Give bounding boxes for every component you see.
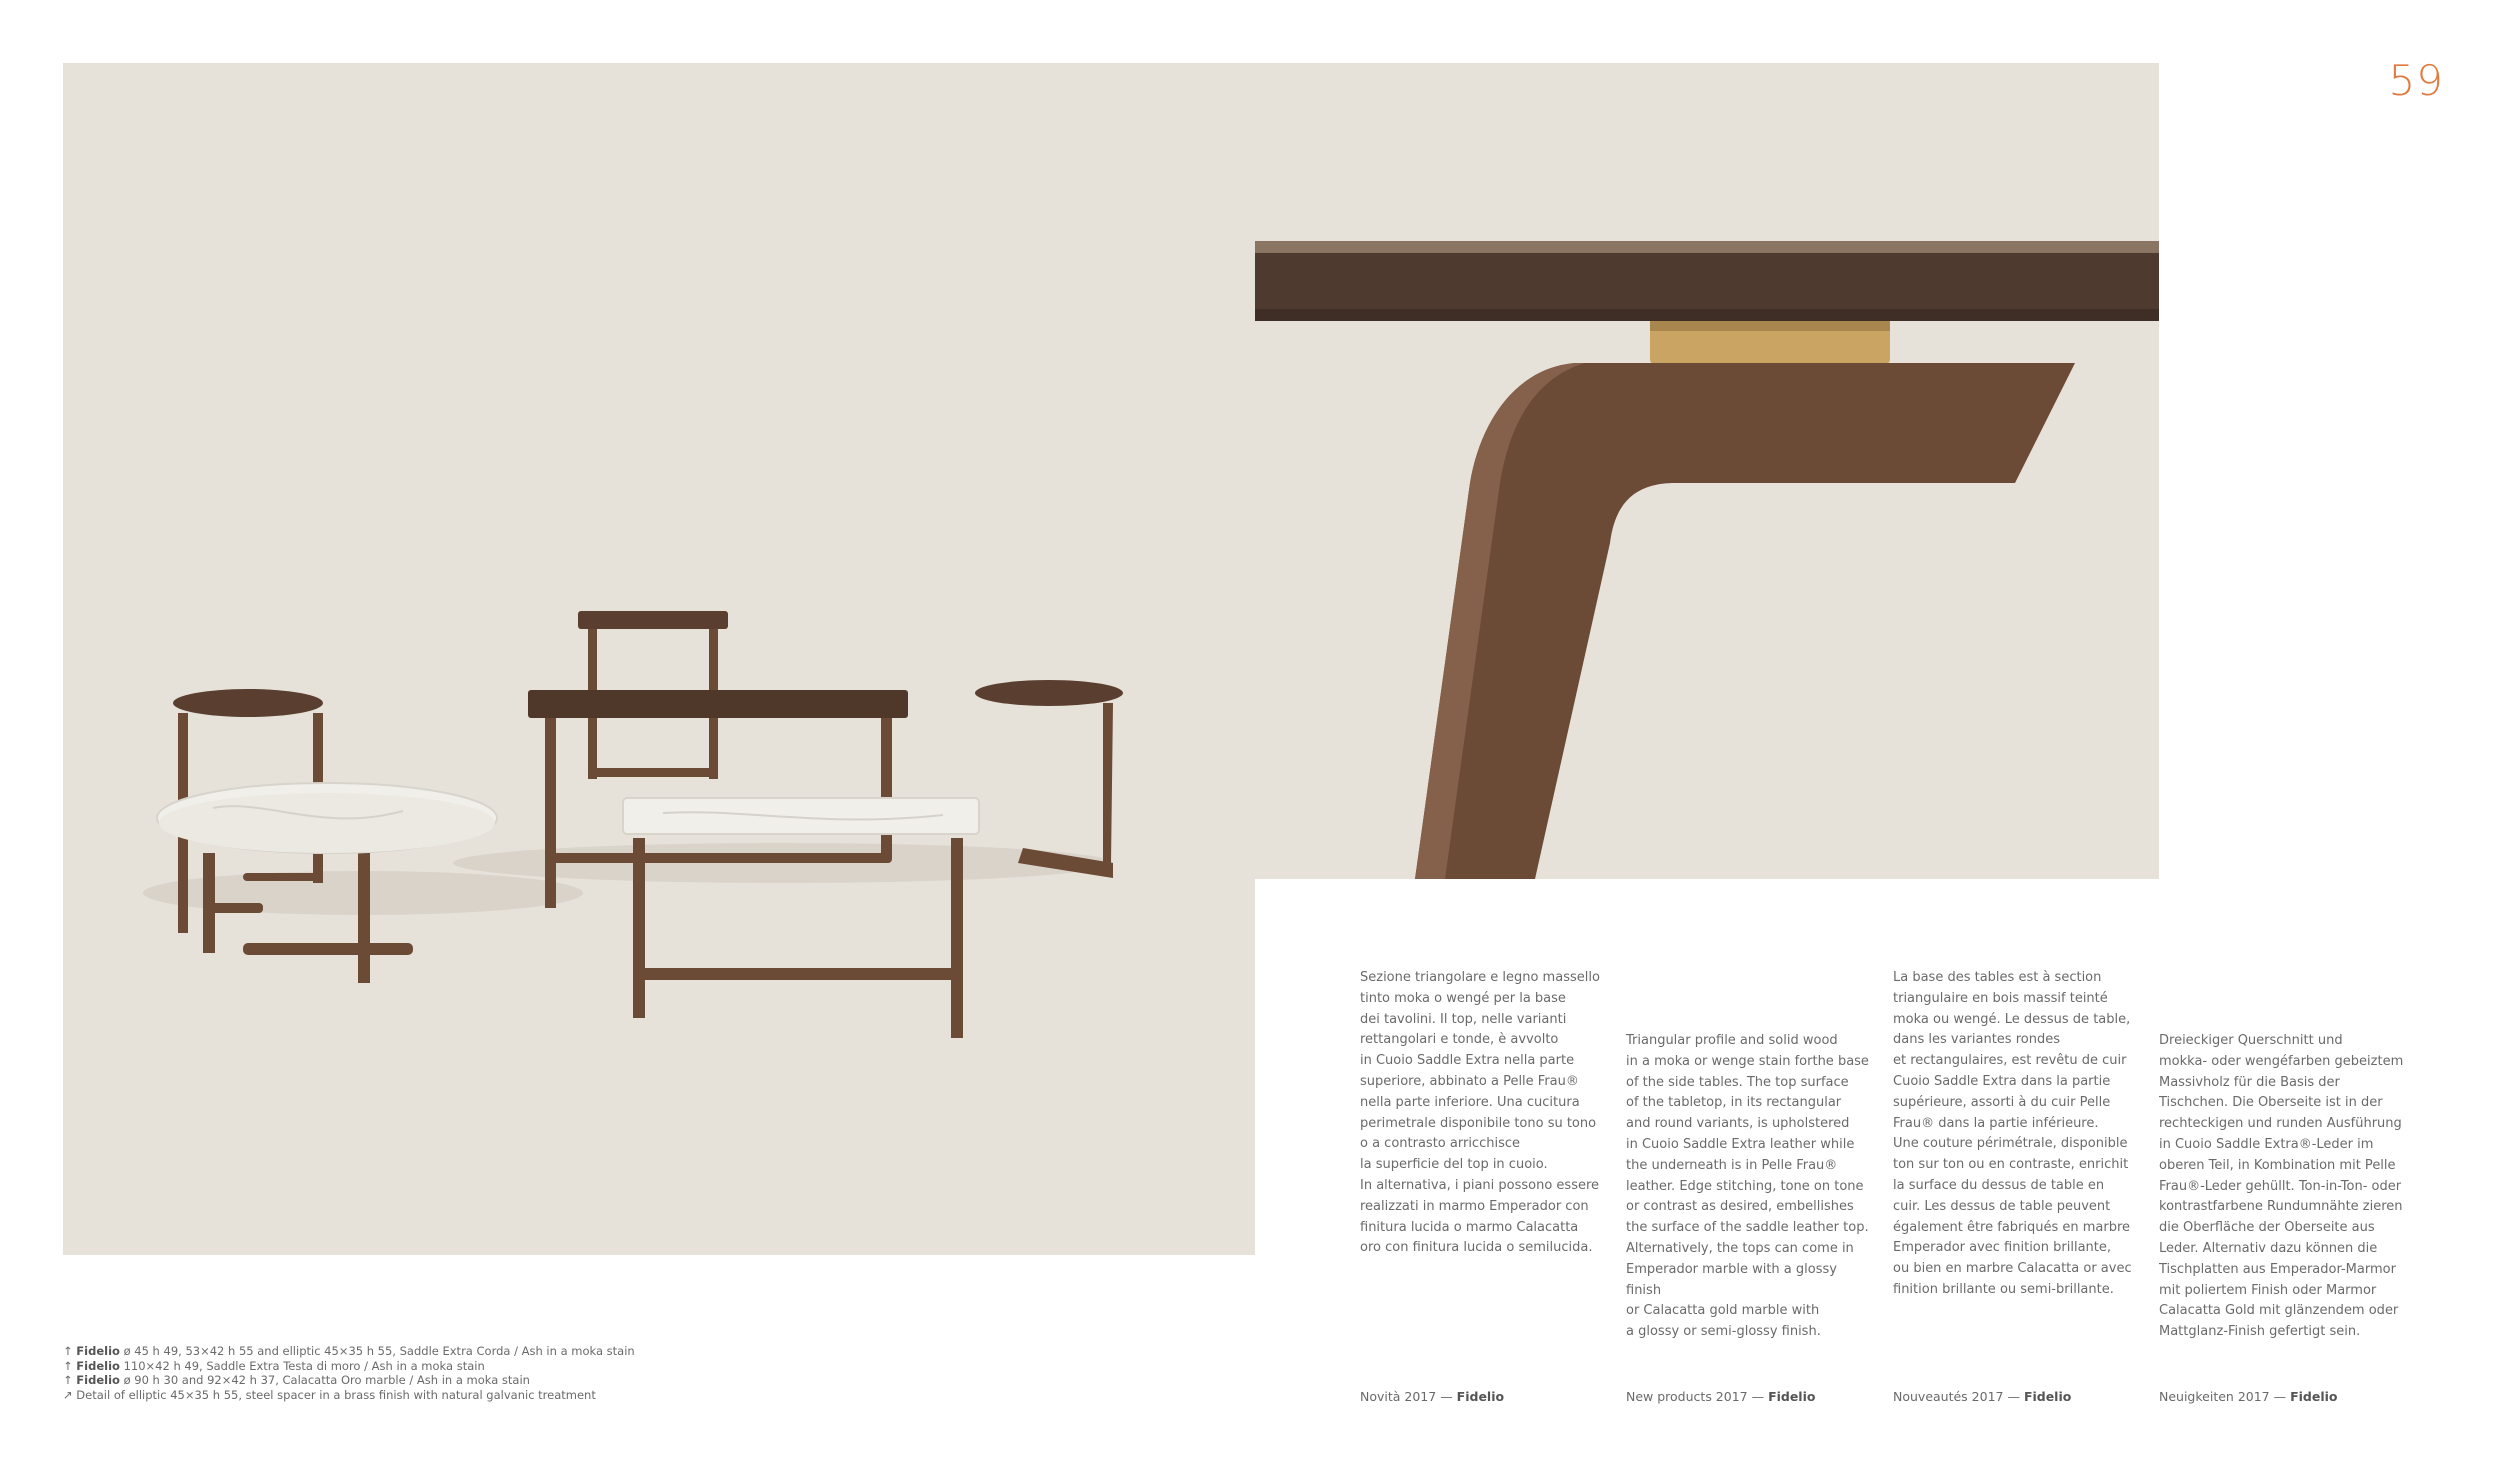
detail-photo-leg — [1255, 63, 2159, 879]
footer-english — [1626, 1389, 1815, 1404]
footer-german — [2159, 1389, 2337, 1404]
arrow-up-icon: ↑ — [63, 1344, 73, 1358]
footer-product: Fidelio — [1768, 1389, 1816, 1404]
arrow-up-right-icon: ↗ — [63, 1387, 73, 1402]
caption-row — [63, 1388, 635, 1403]
caption-text: ø 45 h 49, 53×42 h 55 and elliptic 45×35 h 55, Saddle Extra Corda / Ash in a moka stain — [119, 1344, 635, 1358]
footer-product: Fidelio — [2290, 1389, 2338, 1404]
tables-illustration — [63, 63, 1255, 1255]
arrow-up-icon: ↑ — [63, 1358, 73, 1373]
footer-french — [1893, 1389, 2071, 1404]
arrow-up-icon: ↑ — [63, 1373, 73, 1387]
product-photo-tables — [63, 63, 1255, 1255]
leg-detail-illustration — [1255, 63, 2159, 879]
page-number: 59 — [2388, 56, 2444, 105]
footer-prefix: New products 2017 — — [1626, 1389, 1769, 1404]
text-column-german: Dreieckiger Querschnitt und mokka- oder wengéfarben gebeiztem Massivholz für die Basis der Tischchen. Die Oberseite ist in der rechteckigen und runden Ausführung in Cuoio Saddle Extra®-Leder im oberen Teil, in Kombination mit Pelle Frau®-Leder gehüllt. Ton-in-Ton- oder kontrastfarbene Rundumnähte zieren die Oberfläche der Oberseite aus Leder. Alternativ dazu können die Tischplatten aus Emperador-Marmor mit poliertem Finish oder Marmor Calacatta Gold mit glänzendem oder Mattglanz-Finish gefertigt sein. — [2159, 1033, 2404, 1340]
text-column-english: Triangular profile and solid wood in a moka or wenge stain forthe base of the side tables. The top surface of the tabletop, in its rectangular and round variants, is upholstered in Cuoio Saddle Extra leather while the underneath is in Pelle Frau® leather. Edge stitching, tone on tone or contrast as desired, embellishes the surface of the saddle leather top. Alternatively, the tops can come in Emperador marble with a glossy finish or Calacatta gold marble with a glossy or semi-glossy finish. — [1626, 1033, 1869, 1340]
footer-product: Fidelio — [1456, 1389, 1505, 1404]
footer-prefix: Neuigkeiten 2017 — — [2159, 1389, 2291, 1404]
caption-row — [63, 1373, 635, 1388]
footer-product: Fidelio — [2023, 1389, 2072, 1404]
footer-prefix: Novità 2017 — — [1360, 1389, 1457, 1404]
caption-product: Fidelio — [76, 1373, 120, 1387]
caption-product: Fidelio — [76, 1358, 120, 1373]
footer-italian — [1360, 1389, 1504, 1404]
caption-text: Detail of elliptic 45×35 h 55, steel spacer in a brass finish with natural galvanic treatment — [76, 1387, 596, 1402]
caption-row — [63, 1359, 635, 1374]
photo-captions — [63, 1344, 635, 1402]
text-column-italian: Sezione triangolare e legno massello tinto moka o wengé per la base dei tavolini. Il top, nelle varianti rettangolari e tonde, è avvolto in Cuoio Saddle Extra nella parte superiore, abbinato a Pelle Frau® nella parte inferiore. Una cucitura perimetrale disponibile tono su tono o a contrasto arricchisce la superficie del top in cuoio. In alternativa, i piani possono essere realizzati in marmo Emperador con finitura lucida o marmo Calacatta oro con finitura lucida o semilucida. — [1360, 970, 1600, 1256]
rect-marble-table — [623, 798, 979, 1038]
caption-row — [63, 1344, 635, 1359]
text-column-french: La base des tables est à section triangulaire en bois massif teinté moka ou wengé. Le dessus de table, dans les variantes rondes et rectangulaires, est revêtu de cuir Cuoio Saddle Extra dans la partie supérieure, assorti à du cuir Pelle Frau® dans la partie inférieure. Une couture périmétrale, disponible ton sur ton ou en contraste, enrichit la surface du dessus de table en cuir. Les dessus de table peuvent également être fabriqués en marbre Emperador avec finition brillante, ou bien en marbre Calacatta or avec finition brillante ou semi-brillante. — [1893, 970, 2132, 1297]
caption-text: 110×42 h 49, Saddle Extra Testa di moro / Ash in a moka stain — [119, 1358, 485, 1373]
caption-text: ø 90 h 30 and 92×42 h 37, Calacatta Oro marble / Ash in a moka stain — [119, 1373, 530, 1387]
caption-product: Fidelio — [76, 1344, 120, 1358]
footer-prefix: Nouveautés 2017 — — [1893, 1389, 2024, 1404]
